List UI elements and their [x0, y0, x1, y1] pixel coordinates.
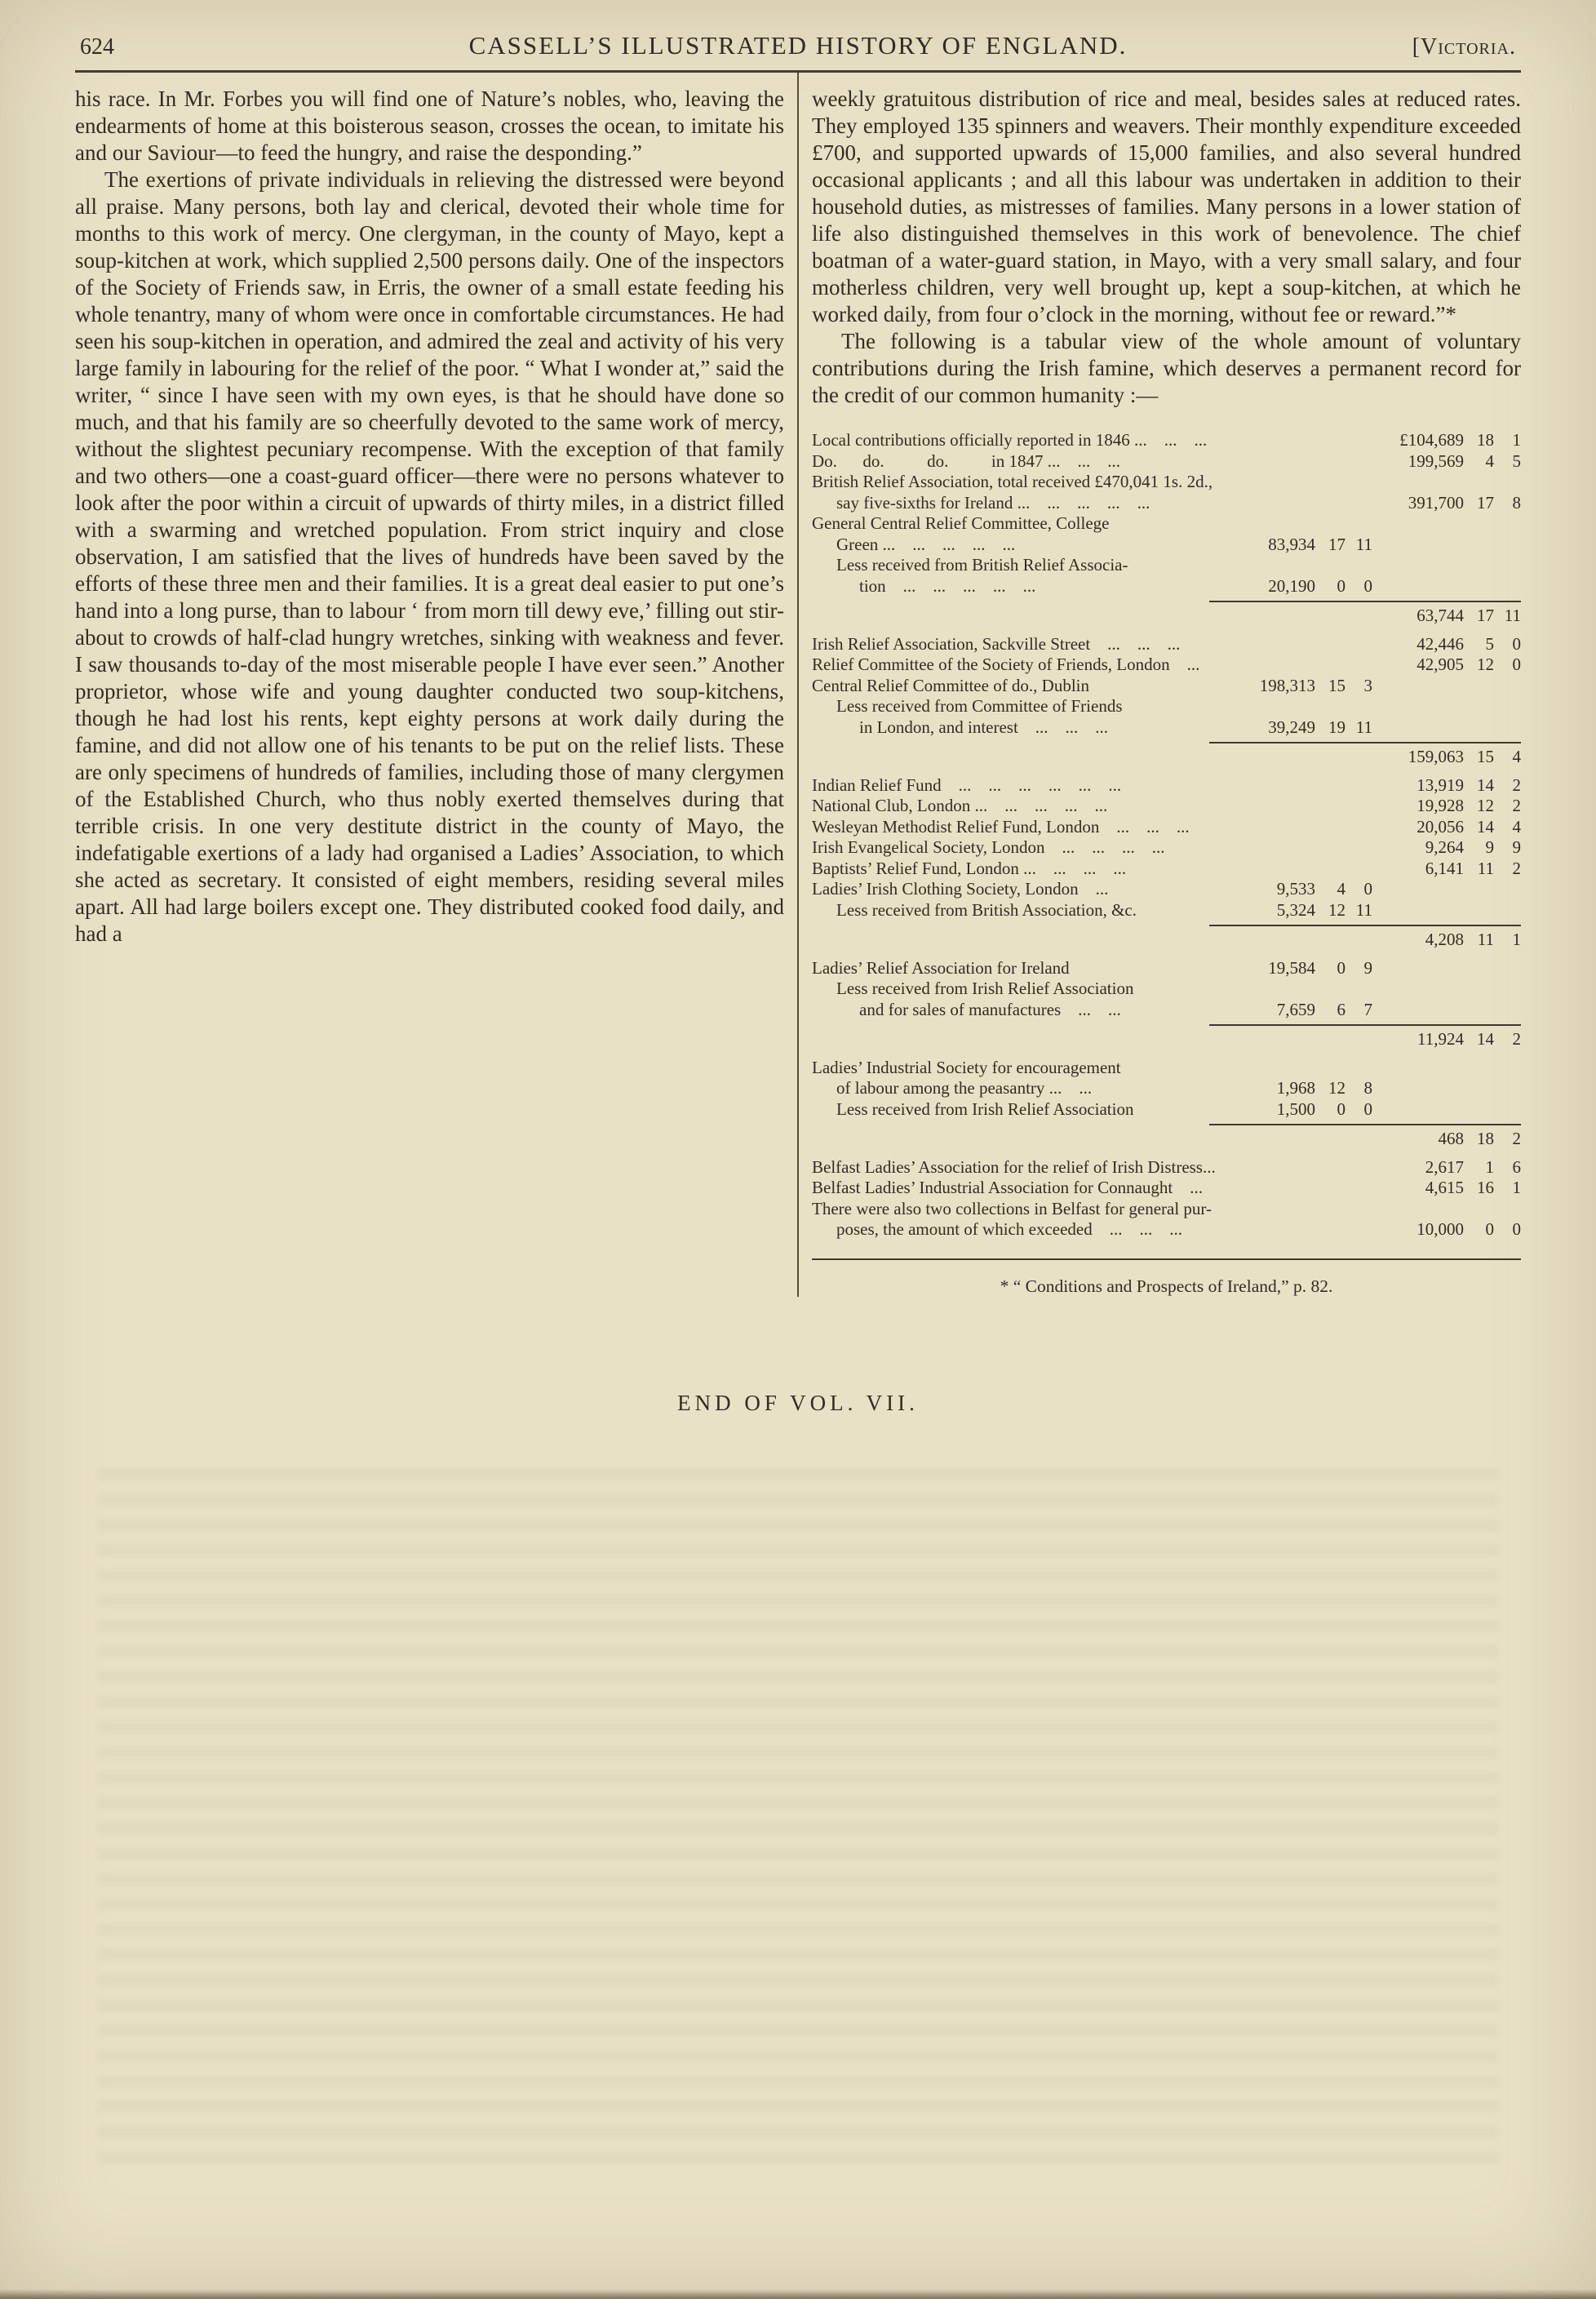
subtotal-amount-a-s: 17 — [1477, 606, 1494, 625]
interim-amount — [1209, 958, 1372, 979]
amount-a-d: 0 — [1512, 633, 1521, 654]
table-row — [812, 1058, 1521, 1079]
amount — [1372, 451, 1521, 473]
table-row — [812, 796, 1521, 817]
interim-amount — [1209, 1078, 1372, 1099]
interim-amount — [1209, 1099, 1372, 1121]
amount-a-d: 1 — [1512, 1178, 1521, 1197]
amount-a-d: 6 — [1512, 1156, 1521, 1177]
amount-a-d: 4 — [1512, 816, 1521, 837]
table-row-label: Central Relief Committee of do., Dublin — [812, 675, 1090, 695]
subtotal-amount-a-s: 18 — [1477, 1129, 1494, 1148]
amount-a-p: 391,700 — [1408, 492, 1464, 513]
right-column-paragraphs — [812, 86, 1521, 409]
table-row — [812, 900, 1521, 921]
interim-amount-a-d: 7 — [1363, 999, 1372, 1019]
table-row-label: Less received from Committee of Friends — [836, 696, 1123, 716]
table-row — [812, 979, 1521, 1000]
table-row-label: Green ... ... ... ... ... — [836, 534, 1016, 554]
interim-amount — [1209, 900, 1372, 921]
subtotal-rule — [1209, 925, 1521, 951]
amount-a-d: 2 — [1512, 774, 1521, 795]
interim-amount-a-s: 6 — [1337, 999, 1346, 1019]
subtotal-amount — [1372, 747, 1521, 768]
table-row-label: Less received from British Relief Associa- — [836, 555, 1128, 575]
amount-a-p: 4,615 — [1425, 1178, 1464, 1197]
interim-amount-a-s: 4 — [1337, 879, 1346, 899]
left-column — [75, 73, 784, 1297]
table-row-label: Do. do. do. in 1847 ... ... ... — [812, 450, 1120, 471]
interim-amount-a-s: 12 — [1328, 899, 1346, 920]
table-row-label: There were also two collections in Belfast for general pur- — [812, 1198, 1212, 1218]
interim-amount-a-p: 9,533 — [1276, 879, 1315, 899]
subtotal-amount — [1372, 1129, 1521, 1150]
interim-amount-a-s: 12 — [1328, 1078, 1346, 1098]
table-row-label: British Relief Association, total received £470,041 1s. 2d., — [812, 472, 1213, 491]
interim-amount-a-s: 17 — [1328, 534, 1346, 554]
amount-a-p: £104,689 — [1399, 430, 1464, 450]
table-row — [812, 696, 1521, 717]
table-row-label: of labour among the peasantry ... ... — [836, 1078, 1093, 1098]
table-row — [812, 775, 1521, 797]
amount-a-s: 12 — [1477, 796, 1494, 815]
interim-amount-a-s: 0 — [1337, 1098, 1346, 1119]
amount-a-d: 0 — [1512, 655, 1521, 674]
table-row — [812, 1000, 1521, 1021]
amount-a-p: 2,617 — [1425, 1156, 1464, 1177]
amount — [1372, 493, 1521, 514]
interim-amount-a-s: 19 — [1328, 717, 1346, 737]
amount-a-d: 8 — [1512, 492, 1521, 513]
interim-amount-a-d: 0 — [1363, 575, 1372, 596]
table-row-label: Less received from Irish Relief Association — [836, 1098, 1134, 1119]
amount-a-d: 5 — [1512, 450, 1521, 471]
amount-a-p: 42,905 — [1416, 655, 1464, 674]
table-row-label: Ladies’ Irish Clothing Society, London ... — [812, 879, 1109, 899]
table-row-label: Baptists’ Relief Fund, London ... ... ... ... — [812, 858, 1127, 878]
contributions-table — [812, 430, 1521, 1240]
page-header — [75, 21, 1521, 70]
interim-amount — [1209, 879, 1372, 900]
amount — [1372, 634, 1521, 655]
amount — [1372, 796, 1521, 817]
amount-a-p: 10,000 — [1416, 1219, 1464, 1239]
interim-amount-a-d: 0 — [1363, 1098, 1372, 1119]
subtotal-amount-a-d: 2 — [1512, 1029, 1521, 1049]
amount — [1372, 817, 1521, 838]
table-row — [812, 1157, 1521, 1178]
table-row — [812, 655, 1521, 676]
subtotal-amount-a-p: 63,744 — [1416, 606, 1464, 625]
paragraph: his race. In Mr. Forbes you will find one of Nature’s nobles, who, leaving the endearments of home at this boisterous season, crosses the ocean, to imitate his and our Saviour—to feed the hungry, and raise the desponding.” — [75, 87, 784, 165]
table-row — [812, 879, 1521, 900]
amount — [1372, 859, 1521, 880]
table-row — [812, 555, 1521, 576]
table-row — [812, 513, 1521, 535]
table-row — [812, 535, 1521, 556]
subtotal-amount-a-p: 468 — [1438, 1129, 1464, 1148]
table-row — [812, 1199, 1521, 1220]
amount-a-s: 0 — [1485, 1219, 1494, 1239]
interim-amount-a-d: 3 — [1363, 675, 1372, 695]
subtotal-amount-a-d: 2 — [1512, 1129, 1521, 1148]
table-row — [812, 859, 1521, 880]
interim-amount-a-d: 11 — [1355, 717, 1372, 737]
interim-amount-a-p: 39,249 — [1268, 717, 1315, 737]
amount-a-s: 9 — [1485, 837, 1494, 857]
interim-amount-a-p: 1,968 — [1276, 1078, 1315, 1098]
subtotal-amount-a-d: 11 — [1504, 606, 1521, 625]
interim-amount — [1209, 1000, 1372, 1021]
amount-a-s: 14 — [1477, 816, 1494, 837]
table-row-label: poses, the amount of which exceeded ... ... ... — [836, 1219, 1182, 1239]
column-divider — [797, 73, 799, 1297]
subtotal-amount-a-s: 14 — [1477, 1029, 1494, 1049]
amount-a-s: 18 — [1477, 430, 1494, 450]
table-row-label: Irish Evangelical Society, London ... ... ... ... — [812, 837, 1165, 857]
paragraph: weekly gratuitous distribution of rice and meal, besides sales at reduced rates. They employed 135 spinners and weavers. Their monthly expenditure exceeded £700, and supported upwards of 15,000 families, and also several hundred occasional applicants ; and all this labour was undertaken in addition to their household duties, as mistresses of families. Many persons in a lower station of life also distinguished themselves in this work of benevolence. The chief boatman of a water-guard station, in Mayo, with a very small salary, and four motherless children, very well brought up, kept a soup-kitchen, at which he worked daily, from four o’clock in the morning, without fee or reward.”* — [812, 87, 1521, 326]
amount-a-s: 17 — [1477, 492, 1494, 513]
table-row-label: Less received from Irish Relief Association — [836, 979, 1134, 998]
page-bleedthrough-texture — [98, 1469, 1498, 2163]
table-subtotal-row — [812, 1124, 1521, 1150]
amount-a-s: 16 — [1477, 1178, 1494, 1197]
table-row — [812, 1099, 1521, 1121]
subtotal-amount-a-s: 11 — [1477, 930, 1494, 949]
table-row-label: Relief Committee of the Society of Friends, London ... — [812, 655, 1200, 674]
subtotal-amount — [1372, 1029, 1521, 1050]
interim-amount-a-p: 7,659 — [1276, 999, 1315, 1019]
interim-amount-a-s: 0 — [1337, 957, 1346, 978]
interim-amount-a-p: 19,584 — [1268, 957, 1315, 978]
table-row — [812, 576, 1521, 597]
interim-amount — [1209, 576, 1372, 597]
amount-a-s: 5 — [1485, 633, 1494, 654]
table-subtotal-row — [812, 925, 1521, 951]
subtotal-rule — [1209, 1024, 1521, 1050]
table-row — [812, 1078, 1521, 1099]
page-number: 624 — [80, 34, 114, 60]
table-row-label: Irish Relief Association, Sackville Street ... ... ... — [812, 633, 1181, 654]
amount-a-d: 0 — [1512, 1219, 1521, 1239]
amount-a-d: 2 — [1512, 858, 1521, 878]
table-row-label: in London, and interest ... ... ... — [859, 717, 1109, 737]
amount — [1372, 1178, 1521, 1199]
subtotal-amount-a-p: 11,924 — [1417, 1029, 1464, 1049]
interim-amount-a-p: 198,313 — [1259, 675, 1315, 695]
amount — [1372, 1157, 1521, 1178]
subtotal-amount-a-p: 159,063 — [1408, 747, 1464, 766]
right-column — [812, 73, 1521, 1297]
interim-amount-a-d: 0 — [1363, 879, 1372, 899]
interim-amount-a-d: 8 — [1363, 1078, 1372, 1098]
table-row-label: Indian Relief Fund ... ... ... ... ... ... — [812, 774, 1122, 795]
amount-a-p: 199,569 — [1408, 450, 1464, 471]
table-row-label: Less received from British Association, &c. — [836, 899, 1137, 920]
table-row-label: Belfast Ladies’ Association for the relief of Irish Distress... — [812, 1156, 1216, 1177]
table-row — [812, 493, 1521, 514]
subtotal-rule — [1209, 601, 1521, 627]
subtotal-rule — [1209, 742, 1521, 768]
subtotal-amount — [1372, 606, 1521, 627]
table-row — [812, 676, 1521, 697]
subtotal-amount-a-s: 15 — [1477, 747, 1494, 766]
running-head-volume: [Victoria. — [1412, 34, 1516, 60]
table-row-label: and for sales of manufactures ... ... — [859, 999, 1121, 1019]
amount-a-d: 9 — [1512, 837, 1521, 857]
table-subtotal-row — [812, 601, 1521, 627]
amount-a-s: 11 — [1477, 858, 1494, 878]
table-row — [812, 1178, 1521, 1199]
subtotal-amount — [1372, 930, 1521, 951]
amount-a-d: 2 — [1512, 796, 1521, 815]
interim-amount-a-p: 83,934 — [1268, 534, 1315, 554]
table-row — [812, 817, 1521, 838]
amount-a-s: 4 — [1485, 450, 1494, 471]
text-columns — [75, 73, 1521, 1297]
table-row — [812, 958, 1521, 979]
table-row — [812, 634, 1521, 655]
amount-a-p: 13,919 — [1416, 774, 1464, 795]
interim-amount-a-s: 0 — [1337, 575, 1346, 596]
scan-edge-bottom — [0, 2289, 1596, 2299]
interim-amount-a-s: 15 — [1328, 675, 1346, 695]
amount-a-p: 6,141 — [1425, 858, 1464, 878]
interim-amount-a-d: 11 — [1355, 899, 1372, 920]
table-row-label: Wesleyan Methodist Relief Fund, London ... ... ... — [812, 816, 1190, 837]
table-subtotal-row — [812, 1024, 1521, 1050]
subtotal-amount-a-d: 4 — [1512, 747, 1521, 766]
table-row-label: tion ... ... ... ... ... — [859, 575, 1036, 596]
interim-amount-a-d: 11 — [1355, 534, 1372, 554]
table-row-label: Ladies’ Relief Association for Ireland — [812, 957, 1070, 978]
footnote-rule — [812, 1258, 1521, 1260]
amount — [1372, 1219, 1521, 1240]
amount-a-p: 19,928 — [1416, 796, 1464, 815]
table-row-label: General Central Relief Committee, College — [812, 513, 1110, 533]
amount-a-d: 1 — [1512, 430, 1521, 450]
table-row — [812, 717, 1521, 739]
amount-a-s: 12 — [1477, 655, 1494, 674]
amount — [1372, 655, 1521, 676]
interim-amount-a-p: 1,500 — [1276, 1098, 1315, 1119]
amount-a-p: 20,056 — [1416, 816, 1464, 837]
table-row — [812, 430, 1521, 451]
interim-amount — [1209, 676, 1372, 697]
table-row — [812, 837, 1521, 859]
amount-a-p: 9,264 — [1425, 837, 1464, 857]
subtotal-amount-a-d: 1 — [1512, 930, 1521, 949]
subtotal-rule — [1209, 1124, 1521, 1150]
table-row-label: National Club, London ... ... ... ... ... — [812, 796, 1108, 815]
table-row — [812, 451, 1521, 473]
page-title: CASSELL’S ILLUSTRATED HISTORY OF ENGLAND. — [468, 31, 1128, 60]
table-row-label: Ladies’ Industrial Society for encouragement — [812, 1057, 1121, 1077]
amount — [1372, 775, 1521, 797]
table-row-label: Belfast Ladies’ Industrial Association for Connaught ... — [812, 1178, 1204, 1197]
interim-amount — [1209, 717, 1372, 739]
interim-amount-a-p: 5,324 — [1276, 899, 1315, 920]
end-of-volume: END OF VOL. VII. — [677, 1390, 919, 1415]
amount-a-s: 14 — [1477, 774, 1494, 795]
amount — [1372, 430, 1521, 451]
interim-amount-a-p: 20,190 — [1268, 575, 1315, 596]
table-row — [812, 472, 1521, 493]
table-subtotal-row — [812, 742, 1521, 768]
amount-a-s: 1 — [1485, 1156, 1494, 1177]
interim-amount-a-d: 9 — [1363, 957, 1372, 978]
footnote: * “ Conditions and Prospects of Ireland,” p. 82. — [1000, 1276, 1333, 1296]
table-row-label: Local contributions officially reported in 1846 ... ... ... — [812, 430, 1208, 450]
paragraph: The exertions of private individuals in relieving the distressed were beyond all praise. Many persons, both lay and clerical, devoted their whole time for months to this work of mercy. One clergyman, in the county of Mayo, kept a soup-kitchen at work, which supplied 2,500 persons daily. One of the inspectors of the Society of Friends saw, in Erris, the owner of a small estate feeding his whole tenantry, many of whom were once in comfortable circumstances. He had seen his soup-kitchen in operation, and admired the zeal and activity of his very large family in labouring for the relief of the poor. “ What I wonder at,” said the writer, “ since I have seen with my own eyes, is that he should have done so much, and that his family are so cheerfully devoted to the same work of mercy, without the slightest pecuniary recompense. With the exception of that family and two others—one a coast-guard officer—there were no persons whatever to look after the poor within a circuit of upwards of thirty miles, in a district filled with a swarming and wretched population. From strict inquiry and close observation, I am satisfied that the lives of hundreds have been saved by the efforts of these three men and their families. It is a great deal easier to put one’s hand into a long purse, than to labour ‘ from morn till dewy eve,’ filling out stir-about to crowds of half-clad hungry wretches, sinking with weakness and fever. I saw thousands to-day of the most miserable people I have ever seen.” Another proprietor, whose wife and young daughter conducted two soup-kitchens, though he had lost his rents, kept eighty persons at work daily during the famine, and did not allow one of his tenants to be put on the relief lists. These are only specimens of hundreds of families, including those of many clergymen of the Established Church, who thus nobly exerted themselves during that terrible crisis. In one very destitute district in the county of Mayo, the indefatigable exertions of a lady had organised a Ladies’ Association, to which she acted as secretary. It consisted of eight members, residing several miles apart. All had large boilers except one. They distributed cooked food daily, and had a — [75, 167, 784, 946]
interim-amount — [1209, 535, 1372, 556]
amount — [1372, 837, 1521, 859]
table-row — [812, 1219, 1521, 1240]
table-row-label: say five-sixths for Ireland ... ... ... ... ... — [836, 492, 1150, 513]
subtotal-amount-a-p: 4,208 — [1425, 930, 1464, 949]
paragraph: The following is a tabular view of the whole amount of voluntary contributions during the Irish famine, which deserves a permanent record for the credit of our common humanity :— — [812, 329, 1521, 407]
amount-a-p: 42,446 — [1416, 633, 1464, 654]
